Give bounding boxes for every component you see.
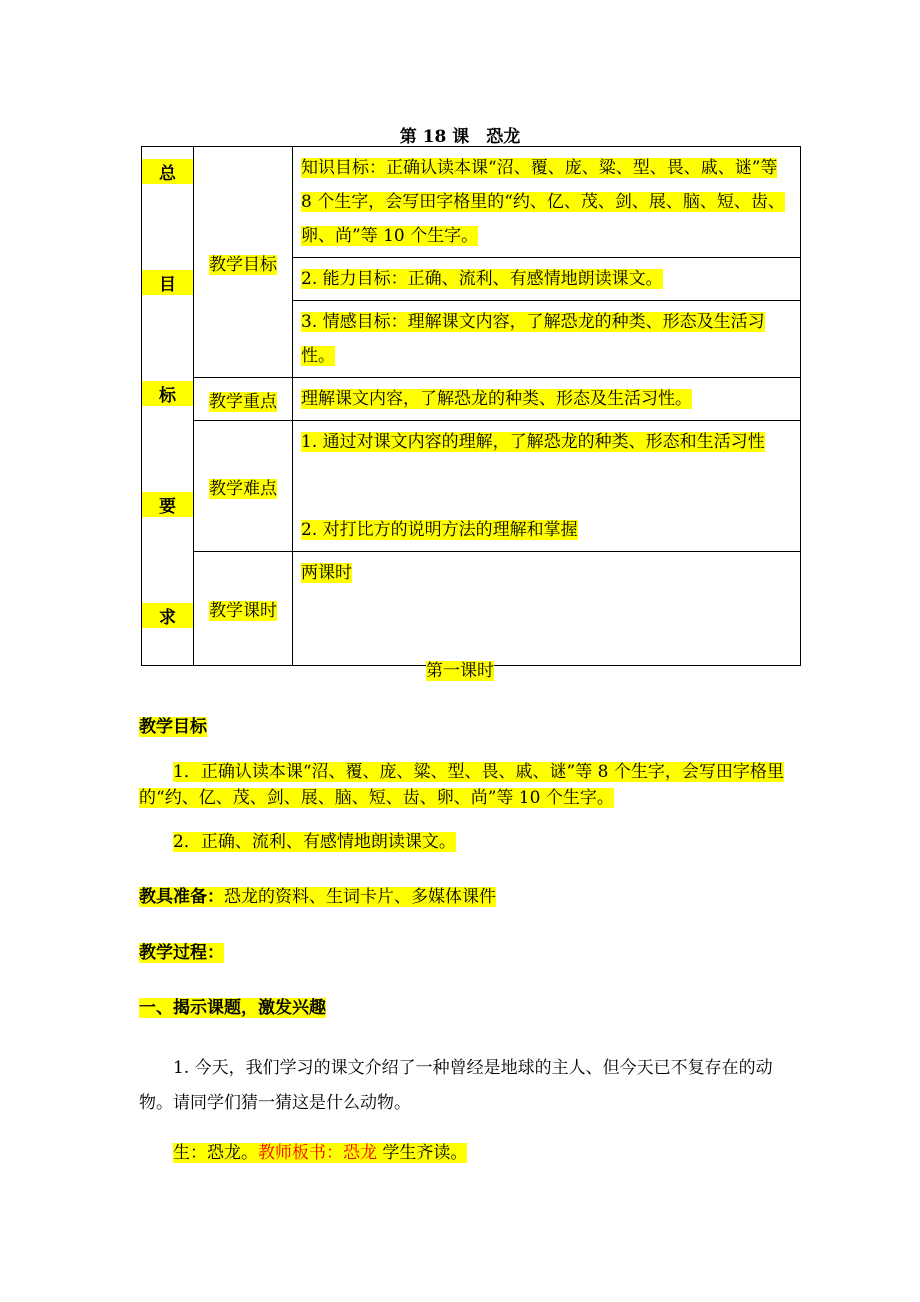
step-1-paragraph: 1. 今天，我们学习的课文介绍了一种曾经是地球的主人、但今天已不复存在的动物。请同学们猜一猜这是什么动物。 [139, 1058, 773, 1113]
key-points-content: 理解课文内容，了解恐龙的种类、形态及生活习性。 [293, 378, 801, 421]
class-hours-content: 两课时 [293, 552, 801, 666]
side-label-cell [142, 147, 194, 666]
step-1-heading: 一、揭示课题，激发兴趣 [139, 998, 326, 1018]
section-title: 第一课时 [426, 661, 494, 681]
objective-paragraph-2: 2．正确、流利、有感情地朗读课文。 [173, 832, 456, 852]
objective-emotion: 3. 情感目标：理解课文内容，了解恐龙的种类、形态及生活习性。 [293, 301, 801, 378]
objectives-heading: 教学目标 [139, 717, 207, 737]
side-char: 标 [142, 381, 193, 406]
side-char: 要 [142, 492, 193, 517]
row-label-objectives: 教学目标 [194, 147, 293, 378]
side-char: 求 [142, 603, 193, 628]
difficulties-content: 1. 通过对课文内容的理解，了解恐龙的种类、形态和生活习性 2. 对打比方的说明方法的理解和掌握 [293, 421, 801, 552]
page-title: 第 18 课 恐龙 [399, 127, 521, 147]
objective-knowledge: 知识目标：正确认读本课“沼、覆、庞、粱、型、畏、戚、谜”等 8 个生字，会写田字格里的“约、亿、茂、剑、展、脑、短、齿、卵、尚”等 10 个生字。 [293, 147, 801, 258]
row-label-key-points: 教学重点 [194, 378, 293, 421]
row-label-difficulties: 教学难点 [194, 421, 293, 552]
process-heading: 教学过程： [139, 943, 224, 963]
side-char: 目 [142, 270, 193, 295]
step-1-answer: 生：恐龙。教师板书：恐龙 学生齐读。 [173, 1143, 468, 1163]
lesson-goals-table [141, 146, 801, 666]
objective-paragraph-1: 1．正确认读本课“沼、覆、庞、粱、型、畏、戚、谜”等 8 个生字，会写田字格里的“约、亿、茂、剑、展、脑、短、齿、卵、尚”等 10 个生字。 [139, 762, 784, 808]
side-char: 总 [142, 159, 193, 184]
objective-ability: 2. 能力目标：正确、流利、有感情地朗读课文。 [293, 258, 801, 301]
teaching-tools: 教具准备：恐龙的资料、生词卡片、多媒体课件 [139, 887, 496, 907]
row-label-class-hours: 教学课时 [194, 552, 293, 666]
